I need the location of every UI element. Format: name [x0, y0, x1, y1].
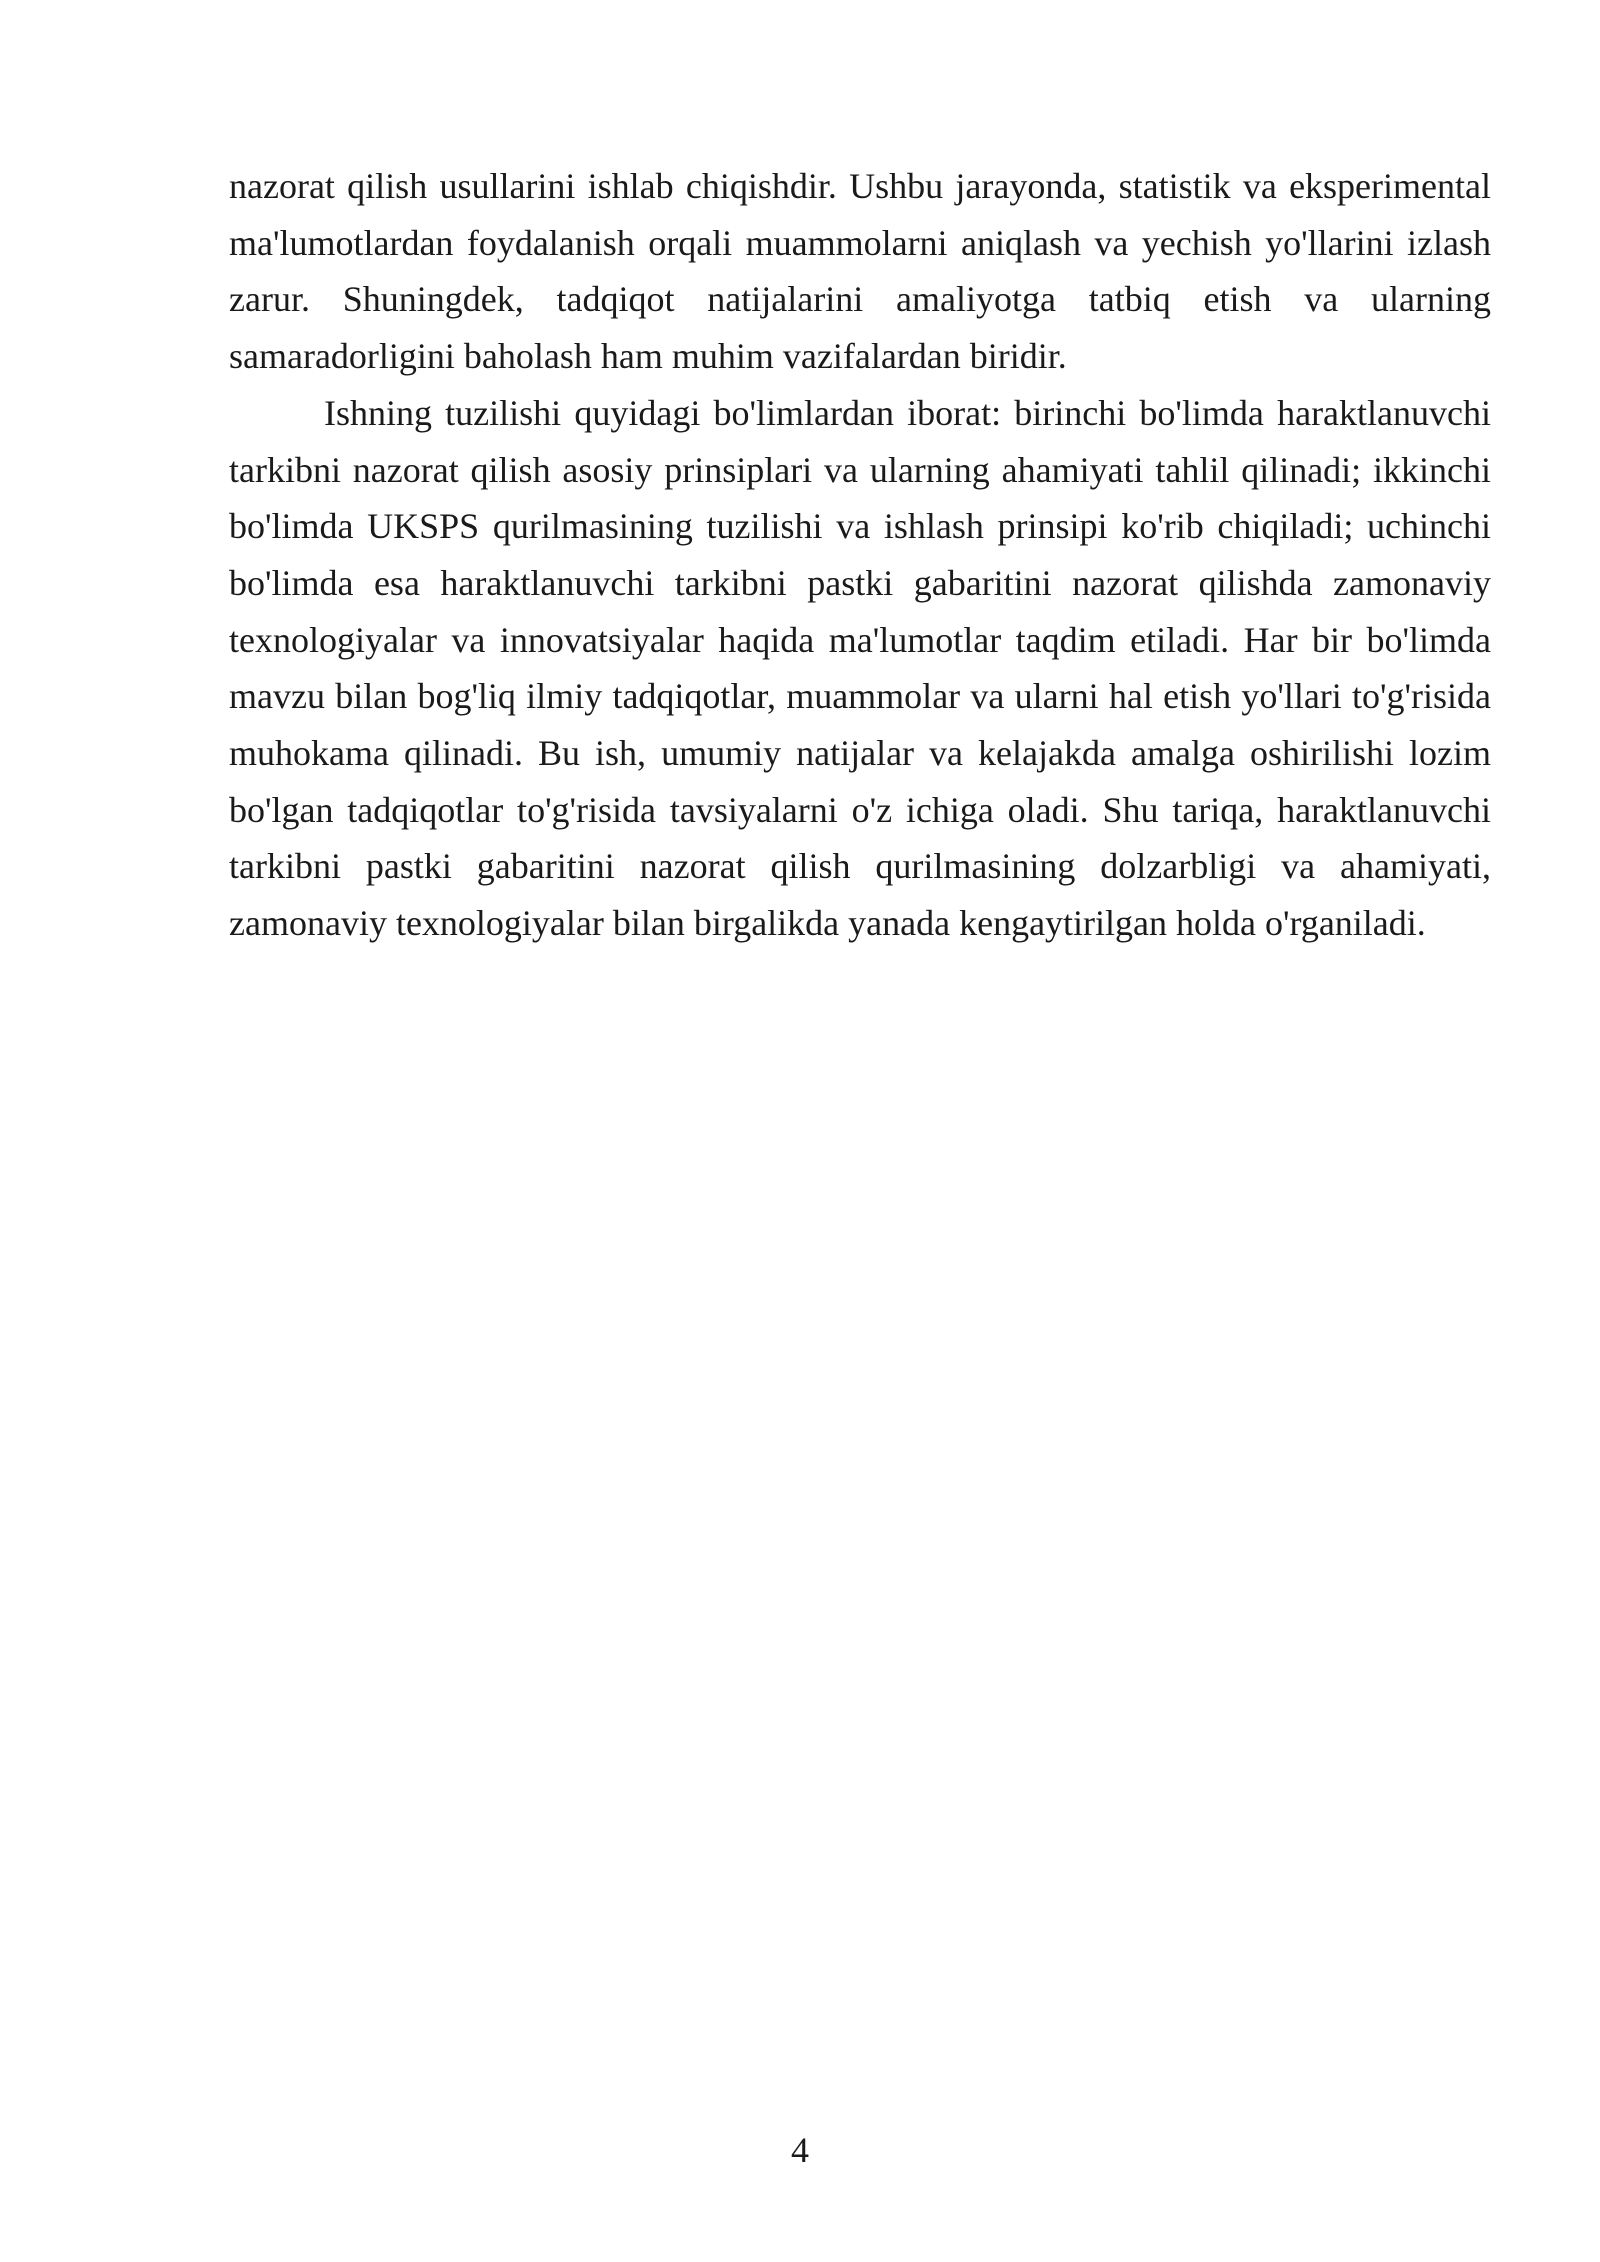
paragraph-continuation: nazorat qilish usullarini ishlab chiqishdir. Ushbu jarayonda, statistik va eksperimental ma'lumotlardan foydalanish orqali muammolarni aniqlash va yechish yo'llarini izlash zarur. Shuningdek, tadqiqot natijalarini amaliyotga tatbiq etish va ularning samaradorligini baholash ham muhim vazifalardan biridir. [229, 166, 1491, 377]
document-body [229, 158, 1491, 952]
page-number: 4 [791, 2130, 809, 2170]
paragraph-structure: Ishning tuzilishi quyidagi bo'limlardan iborat: birinchi bo'limda haraktlanuvchi tarkibni nazorat qilish asosiy prinsiplari va ularning ahamiyati tahlil qilinadi; ikkinchi bo'limda UKSPS qurilmasining tuzilishi va ishlash prinsipi ko'rib chiqiladi; uchinchi bo'limda esa haraktlanuvchi tarkibni pastki gabaritini nazorat qilishda zamonaviy texnologiyalar va innovatsiyalar haqida ma'lumotlar taqdim etiladi. Har bir bo'limda mavzu bilan bog'liq ilmiy tadqiqotlar, muammolar va ularni hal etish yo'llari to'g'risida muhokama qilinadi. Bu ish, umumiy natijalar va kelajakda amalga oshirilishi lozim bo'lgan tadqiqotlar to'g'risida tavsiyalarni o'z ichiga oladi. Shu tariqa, haraktlanuvchi tarkibni pastki gabaritini nazorat qilish qurilmasining dolzarbligi va ahamiyati, zamonaviy texnologiyalar bilan birgalikda yanada kengaytirilgan holda o'rganiladi. [229, 392, 1491, 944]
